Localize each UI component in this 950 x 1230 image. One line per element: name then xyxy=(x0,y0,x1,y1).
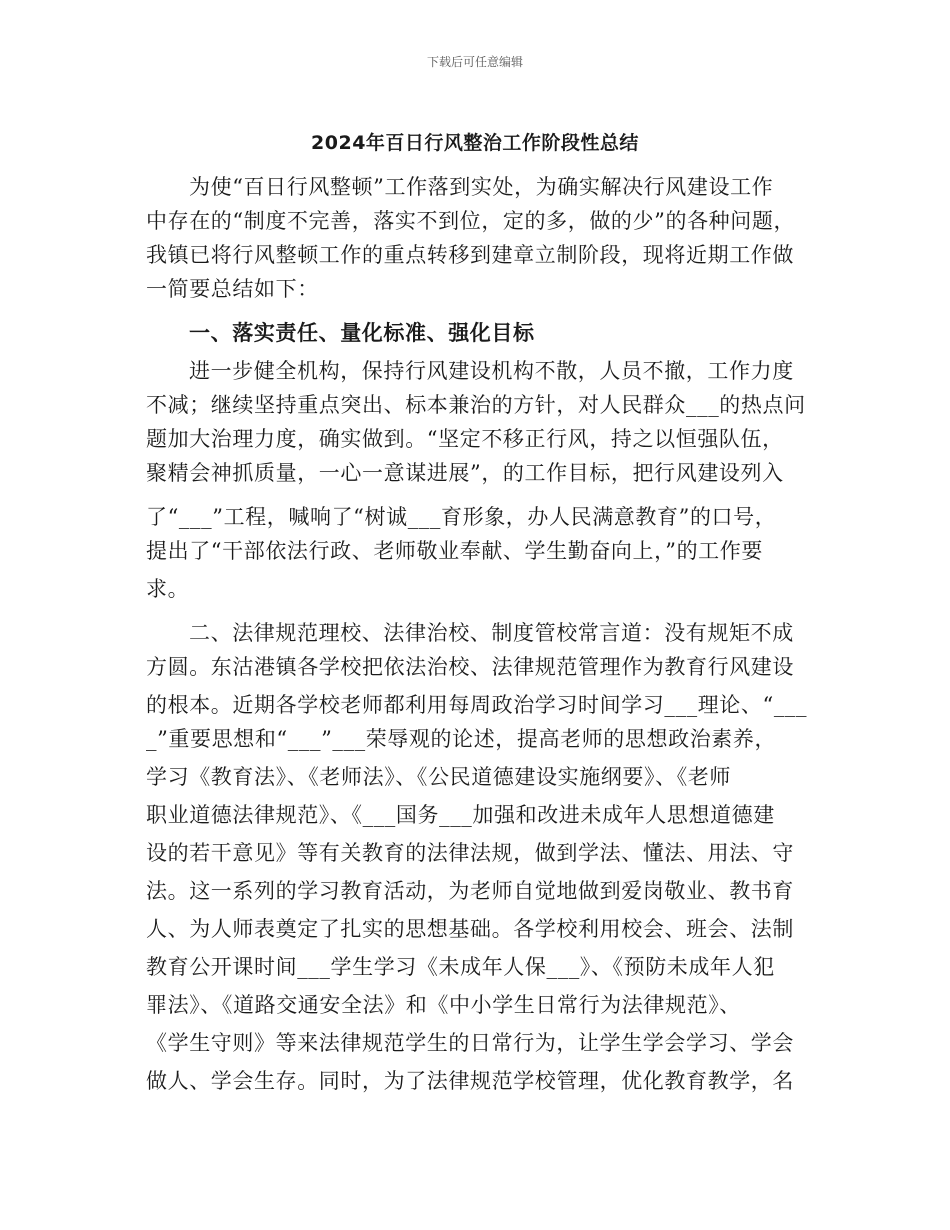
paragraph-line: 人、为人师表奠定了扎实的思想基础。各学校利用校会、班会、法制 xyxy=(146,917,794,941)
paragraph-line: 罪法》、《道路交通安全法》和《中小学生日常行为法律规范》、 xyxy=(146,993,741,1017)
paragraph-line: 我镇已将行风整顿工作的重点转移到建章立制阶段，现将近期工作做 xyxy=(146,243,794,267)
paragraph-line: 职业道德法律规范》、《___国务___加强和改进未成年人思想道德建 xyxy=(146,803,775,827)
paragraph-line: _”重要思想和“___”___荣辱观的论述，提高老师的思想政治素养， xyxy=(146,727,777,751)
paragraph-line: 求。 xyxy=(146,577,190,601)
paragraph-line: 中存在的“制度不完善，落实不到位，定的多，做的少”的各种问题， xyxy=(146,209,796,233)
paragraph-line: 提出了“干部依法行政、老师敬业奉献、学生勤奋向上，”的工作要 xyxy=(146,539,763,563)
paragraph-line: 了“___”工程，喊响了“树诚___育形象，办人民满意教育”的口号， xyxy=(146,505,777,529)
section-heading: 一、落实责任、量化标准、强化目标 xyxy=(189,321,535,345)
paragraph-line: 聚精会神抓质量，一心一意谋进展”，的工作目标，把行风建设列入 xyxy=(146,461,784,485)
paragraph-line: 的根本。近期各学校老师都利用每周政治学习时间学习___理论、“___ xyxy=(146,693,808,717)
paragraph-line: 一简要总结如下： xyxy=(146,277,319,301)
document-title: 2024年百日行风整治工作阶段性总结 xyxy=(311,132,639,154)
section-heading: 二、法律规范理校、法律治校、制度管校常言道：没有规矩不成 xyxy=(189,621,794,645)
paragraph-line: 设的若干意见》等有关教育的法律法规，做到学法、懂法、用法、守 xyxy=(146,841,794,865)
paragraph-line: 不减；继续坚持重点突出、标本兼治的方针，对人民群众___的热点问 xyxy=(146,393,806,417)
paragraph-line: 进一步健全机构，保持行风建设机构不散，人员不撤，工作力度 xyxy=(189,359,794,383)
paragraph-line: 法。这一系列的学习教育活动，为老师自觉地做到爱岗敬业、教书育 xyxy=(146,879,794,903)
paragraph-line: 做人、学会生存。同时，为了法律规范学校管理，优化教育教学，名 xyxy=(146,1069,794,1093)
paragraph-line: 学习《教育法》、《老师法》、《公民道德建设实施纲要》、《老师 xyxy=(146,765,731,789)
header-note: 下载后可任意编辑 xyxy=(426,55,523,69)
paragraph-line: 《学生守则》等来法律规范学生的日常行为，让学生学会学习、学会 xyxy=(146,1031,794,1055)
paragraph-line: 题加大治理力度，确实做到。“坚定不移正行风，持之以恒强队伍， xyxy=(146,427,784,451)
paragraph-line: 教育公开课时间___学生学习《未成年人保___》、《预防未成年人犯 xyxy=(146,955,775,979)
paragraph-line: 为使“百日行风整顿”工作落到实处，为确实解决行风建设工作 xyxy=(189,175,774,199)
paragraph-line: 方圆。东沽港镇各学校把依法治校、法律规范管理作为教育行风建设 xyxy=(146,655,794,679)
